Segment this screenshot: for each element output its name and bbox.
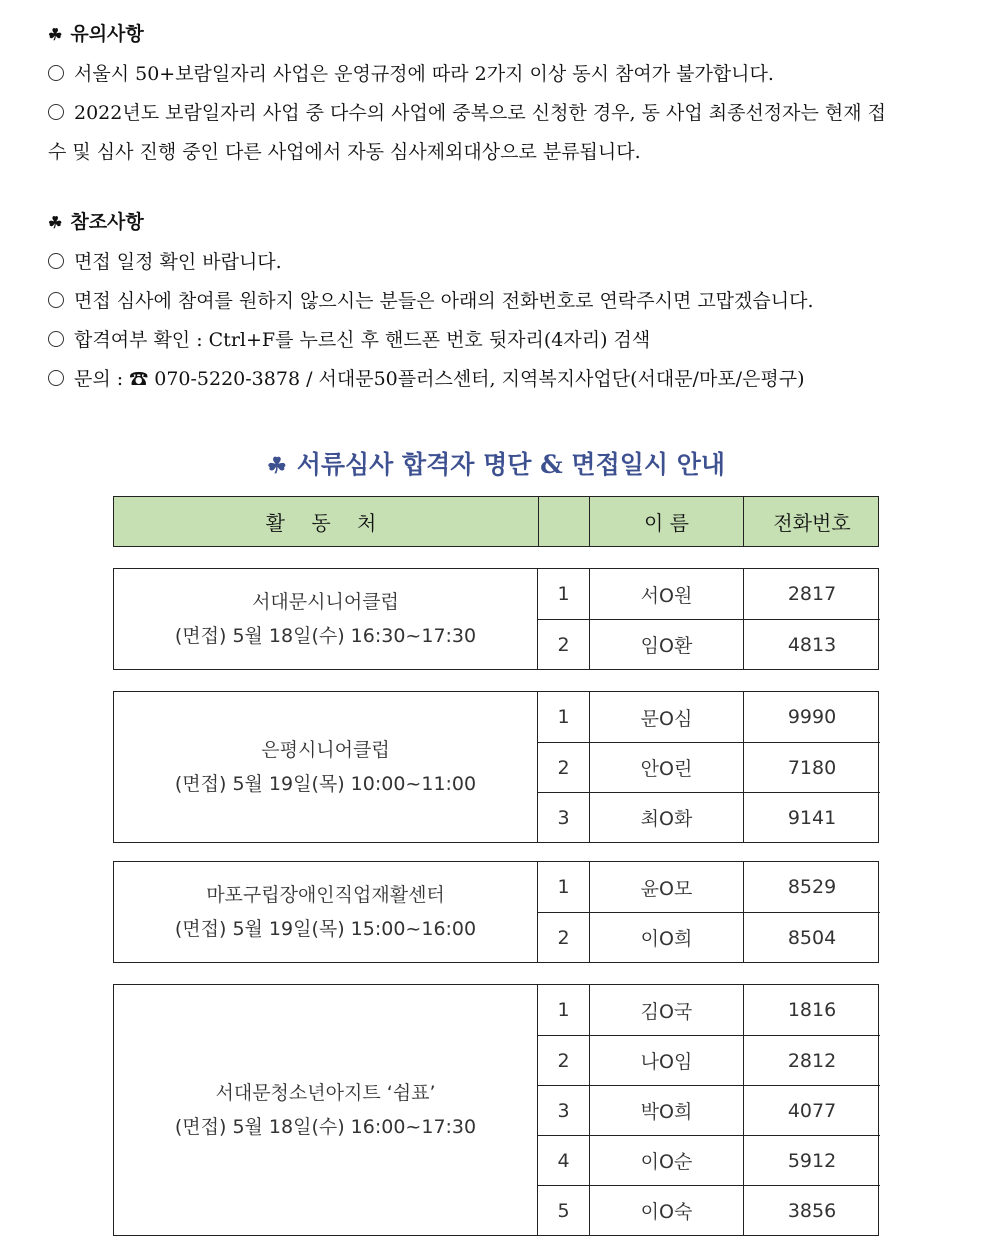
applicant-name: 서O원: [589, 569, 743, 619]
applicant-name: 최O화: [589, 792, 743, 842]
applicant-name: 이O숙: [589, 1185, 743, 1235]
row-number: 1: [557, 999, 570, 1021]
row-number: 1: [557, 876, 570, 898]
caution-title: 유의사항: [70, 23, 144, 45]
caution-item: [48, 55, 948, 94]
place-name: 은평시니어클럽: [261, 739, 390, 761]
activity-group: [113, 691, 879, 843]
applicant-name: 박O희: [589, 1085, 743, 1135]
reference-heading: [48, 208, 948, 237]
interview-schedule: (면접) 5월 19일(목) 10:00~11:00: [174, 773, 477, 795]
activity-place: [114, 569, 538, 669]
reference-text: 면접 심사에 참여를 원하지 않으시는 분들은 아래의 전화번호로 연락주시면 고맙겠습니다.: [74, 290, 814, 312]
phone-suffix: 8504: [743, 912, 880, 962]
caution-text: 2022년도 보람일자리 사업 중 다수의 사업에 중복으로 신청한 경우, 동 사업 최종선정자는 현재 접: [74, 102, 887, 124]
phone-suffix: 5912: [743, 1135, 880, 1185]
clover-icon: ☘: [48, 25, 63, 44]
caution-item: [48, 94, 948, 133]
row-number: 3: [538, 1085, 589, 1135]
notes-section: [48, 20, 948, 399]
header-name: 이 름: [589, 497, 743, 546]
interview-schedule: (면접) 5월 18일(수) 16:00~17:30: [174, 1116, 477, 1138]
caution-heading: [48, 20, 948, 49]
page-title: [0, 445, 992, 481]
interview-schedule: (면접) 5월 19일(목) 15:00~16:00: [174, 918, 477, 940]
reference-text: 면접 일정 확인 바랍니다.: [74, 251, 282, 273]
place-name: 마포구립장애인직업재활센터: [206, 884, 445, 906]
applicant-name: 문O심: [589, 692, 743, 742]
phone-suffix: 2817: [743, 569, 880, 619]
activity-group: [113, 984, 879, 1236]
header-activity: 활 동 처: [265, 511, 387, 535]
row-number: 2: [538, 1035, 589, 1085]
table-header: [113, 496, 879, 547]
reference-item: [48, 321, 948, 360]
phone-suffix: 3856: [743, 1185, 880, 1235]
phone-suffix: 4813: [743, 619, 880, 669]
row-number: 4: [538, 1135, 589, 1185]
reference-title: 참조사항: [70, 211, 144, 233]
page-title-text: 서류심사 합격자 명단 & 면접일시 안내: [296, 450, 726, 479]
phone-suffix: 9141: [743, 792, 880, 842]
applicant-name: 김O국: [589, 985, 743, 1035]
row-number: 2: [538, 912, 589, 962]
row-number: 1: [557, 583, 570, 605]
phone-suffix: 7180: [743, 742, 880, 792]
phone-suffix: 8529: [743, 862, 880, 912]
clover-icon: ☘: [266, 453, 287, 479]
header-phone: 전화번호: [743, 497, 880, 546]
clover-icon: ☘: [48, 213, 63, 232]
activity-group: [113, 861, 879, 963]
activity-group: [113, 568, 879, 670]
reference-text: 문의 : ☎ 070-5220-3878 / 서대문50플러스센터, 지역복지사업단(서대문/마포/은평구): [74, 368, 805, 390]
caution-text: 수 및 심사 진행 중인 다른 사업에서 자동 심사제외대상으로 분류됩니다.: [48, 141, 641, 163]
reference-text: 합격여부 확인 : Ctrl+F를 누르신 후 핸드폰 번호 뒷자리(4자리) 검색: [74, 329, 651, 351]
phone-suffix: 2812: [743, 1035, 880, 1085]
applicant-name: 이O순: [589, 1135, 743, 1185]
place-name: 서대문시니어클럽: [252, 591, 399, 613]
applicant-name: 윤O모: [589, 862, 743, 912]
header-number: [538, 497, 589, 546]
interview-schedule: (면접) 5월 18일(수) 16:30~17:30: [174, 625, 477, 647]
circle-bullet-icon: [48, 65, 64, 81]
row-number: 2: [538, 619, 589, 669]
place-name: 서대문청소년아지트 ‘쉼표’: [215, 1082, 436, 1104]
circle-bullet-icon: [48, 292, 64, 308]
circle-bullet-icon: [48, 253, 64, 269]
activity-place: [114, 692, 538, 842]
circle-bullet-icon: [48, 370, 64, 386]
row-number: 2: [538, 742, 589, 792]
row-number: 5: [538, 1185, 589, 1235]
activity-place: [114, 862, 538, 962]
caution-item-continued: [48, 133, 948, 172]
phone-suffix: 1816: [743, 985, 880, 1035]
caution-text: 서울시 50+보람일자리 사업은 운영규정에 따라 2가지 이상 동시 참여가 불가합니다.: [74, 63, 774, 85]
circle-bullet-icon: [48, 104, 64, 120]
row-number: 1: [557, 706, 570, 728]
applicant-name: 임O환: [589, 619, 743, 669]
reference-item: [48, 243, 948, 282]
applicant-name: 안O린: [589, 742, 743, 792]
phone-suffix: 9990: [743, 692, 880, 742]
reference-item: [48, 282, 948, 321]
applicant-name: 나O임: [589, 1035, 743, 1085]
activity-place: [114, 985, 538, 1235]
circle-bullet-icon: [48, 331, 64, 347]
row-number: 3: [538, 792, 589, 842]
phone-suffix: 4077: [743, 1085, 880, 1135]
reference-item: [48, 360, 948, 399]
applicant-name: 이O희: [589, 912, 743, 962]
